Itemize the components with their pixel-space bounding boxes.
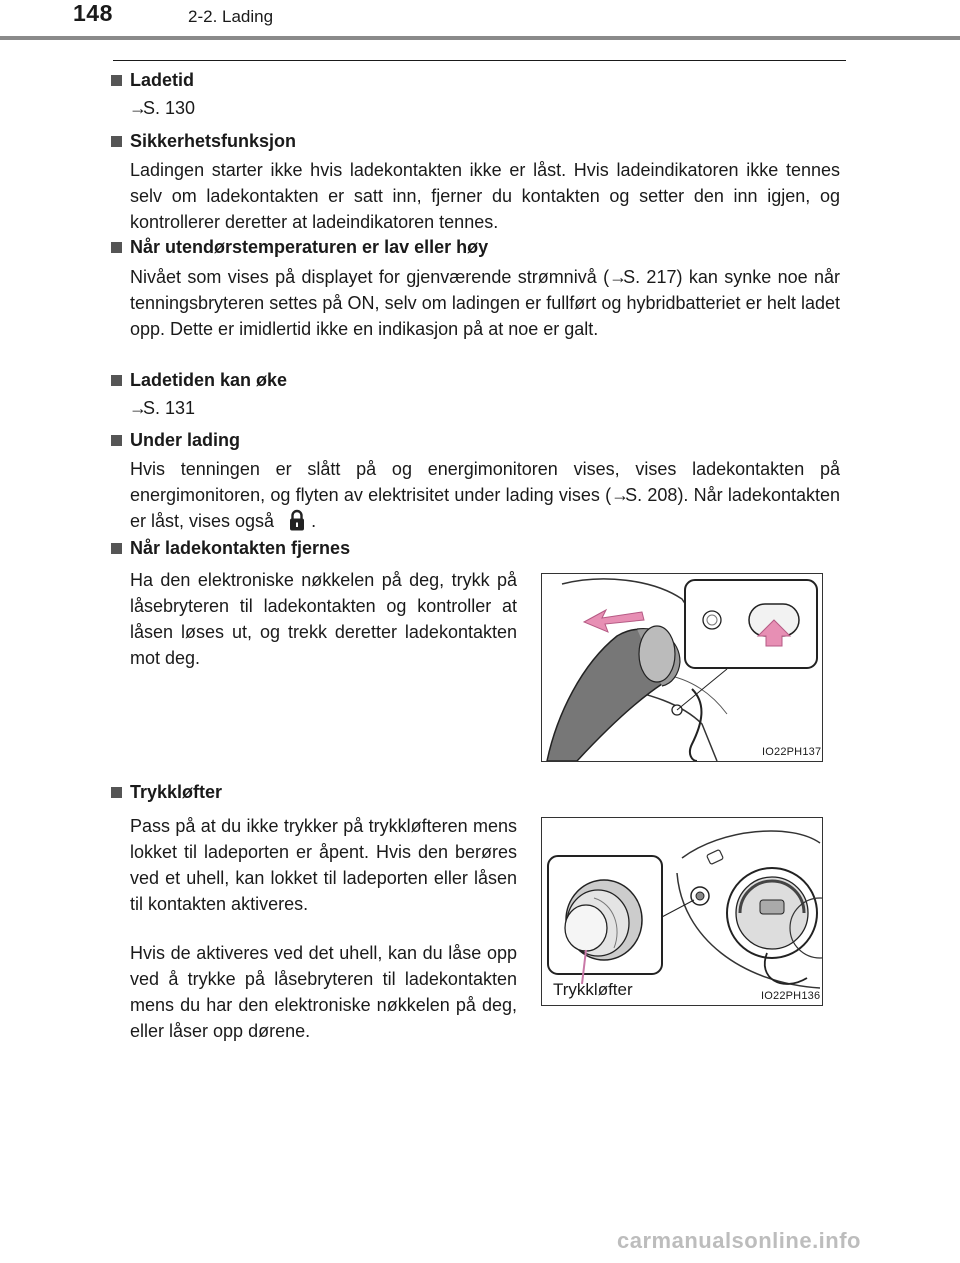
arrow-right-icon: → — [129, 398, 147, 418]
square-bullet-icon — [111, 136, 122, 147]
arrow-right-icon: → — [129, 98, 147, 118]
separator-line — [113, 60, 846, 61]
connector-illustration — [542, 574, 822, 761]
heading-under-lading: Under lading — [111, 430, 240, 451]
square-bullet-icon — [111, 543, 122, 554]
square-bullet-icon — [111, 75, 122, 86]
square-bullet-icon — [111, 787, 122, 798]
paragraph-trykkl-fter-2: Hvis de aktiveres ved det uhell, kan du låse opp ved å trykke på låsebryteren til ladekontakten mens du har den elektroniske nøkkelen på deg, eller låser opp dørene. — [130, 943, 517, 1041]
paragraph-trykkl-fter-1: Pass på at du ikke trykker på trykkløfteren mens lokket til ladeporten er åpent. Hvis den berøres ved et uhell, kan lokket til ladeporten eller låsen til kontakten aktiveres. — [130, 816, 517, 914]
figure-code: IO22PH136 — [761, 990, 821, 1002]
watermark: carmanualsonline.info — [617, 1228, 861, 1253]
arrow-right-icon: → — [609, 267, 628, 287]
port-illustration — [542, 818, 822, 1005]
header-bar — [0, 36, 960, 40]
paragraph-ladekontakten-fjernes: Ha den elektroniske nøkkelen på deg, trykk på låsebryteren til ladekontakten og kontroller at låsen løses ut, og trekk deretter ladekontakten mot deg. — [130, 570, 517, 668]
heading-sikkerhetsfunksjon: Sikkerhetsfunksjon — [111, 131, 296, 152]
heading-trykkl-fter: Trykkløfter — [111, 782, 222, 803]
square-bullet-icon — [111, 242, 122, 253]
page-ref[interactable]: S. 208 — [625, 485, 678, 505]
page-ref[interactable]: S. 217 — [623, 267, 677, 287]
paragraph-temperatur: Nivået som vises på displayet for gjenværende strømnivå (→S. 217) kan synke noe når tenningsbryteren settes på ON, selv om ladingen er fullført og hybridbatteriet er helt ladet opp. Dette er imidlertid ikke en indikasjon på at noe er galt. — [130, 264, 840, 342]
lock-icon — [289, 509, 305, 538]
square-bullet-icon — [111, 375, 122, 386]
heading-ladekontakten-fjernes: Når ladekontakten fjernes — [111, 538, 350, 559]
ref-ladetid[interactable]: → S. 130 — [129, 98, 196, 118]
heading-ladetid: Ladetid — [111, 70, 194, 91]
heading-ladetiden-kan-oke: Ladetiden kan øke — [111, 370, 287, 391]
heading-temperatur: Når utendørstemperaturen er lav eller høy — [111, 237, 488, 258]
ref-ladetiden[interactable]: → S. 131 — [129, 398, 196, 418]
paragraph-sikkerhetsfunksjon: Ladingen starter ikke hvis ladekontakten ikke er låst. Hvis ladeindikatoren ikke tennes selv om ladekontakten er satt inn, fjerner du kontakten og setter den inn igjen, og kontrollerer deretter at ladeindikatoren tennes. — [130, 160, 840, 232]
paragraph-under-lading: Hvis tenningen er slått på og energimonitoren vises, vises ladekontakten på energimonitoren, og flyten av elektrisitet under lading vises (→S. 208). Når ladekontakten er låst, vises også . — [130, 456, 840, 538]
figure-charging-connector — [541, 573, 823, 762]
square-bullet-icon — [111, 435, 122, 446]
figure-code: IO22PH137 — [762, 746, 822, 758]
section-title: 2-2. Lading — [188, 7, 274, 26]
arrow-right-icon: → — [611, 485, 630, 505]
figure-label: Trykkløfter — [553, 980, 633, 999]
page-number: 148 — [73, 0, 113, 26]
figure-charging-port — [541, 817, 823, 1006]
